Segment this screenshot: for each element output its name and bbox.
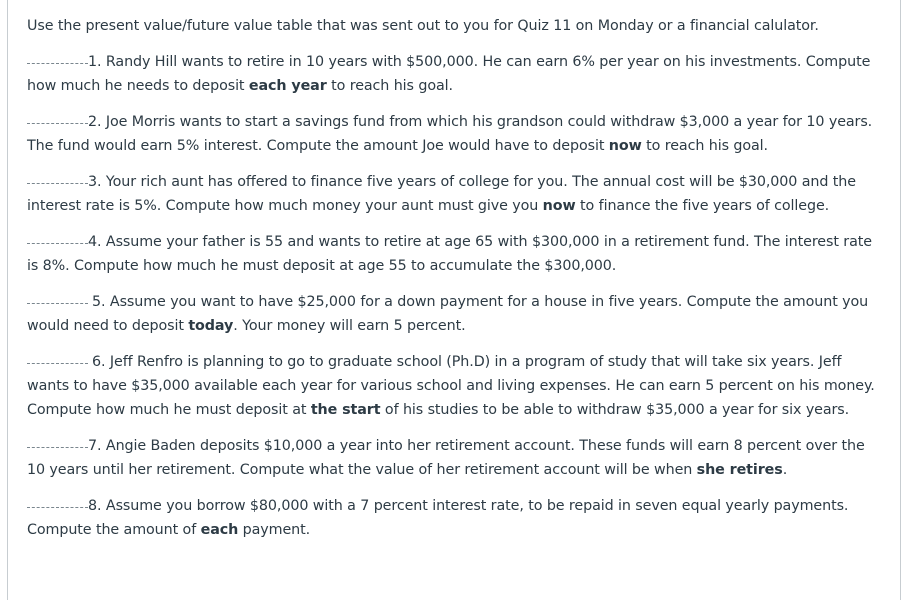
question-1: 1. Randy Hill wants to retire in 10 years with $500,000. He can earn 6% per year on his investments. Compute how much he needs to deposit each year to reach his goal. <box>27 50 887 98</box>
answer-blank[interactable] <box>27 434 88 448</box>
quiz-content <box>27 14 887 554</box>
question-7: 7. Angie Baden deposits $10,000 a year into her retirement account. These funds will earn 8 percent over the 10 years until her retirement. Compute what the value of her retirement account will be when she retires. <box>27 434 887 482</box>
question-3: 3. Your rich aunt has offered to finance five years of college for you. The annual cost will be $30,000 and the interest rate is 5%. Compute how much money your aunt must give you now to finance the five years of college. <box>27 170 887 218</box>
answer-blank[interactable] <box>27 494 88 508</box>
answer-blank[interactable] <box>27 230 88 244</box>
answer-blank[interactable] <box>27 170 88 184</box>
question-5: 5. Assume you want to have $25,000 for a down payment for a house in five years. Compute the amount you would need to deposit today. Your money will earn 5 percent. <box>27 290 887 338</box>
answer-blank[interactable] <box>27 350 88 364</box>
question-6: 6. Jeff Renfro is planning to go to graduate school (Ph.D) in a program of study that will take six years. Jeff wants to have $35,000 available each year for various school and living expenses. He can earn 5 percent on his money. Compute how much he must deposit at the start of his studies to be able to withdraw $35,000 a year for six years. <box>27 350 887 422</box>
question-8: 8. Assume you borrow $80,000 with a 7 percent interest rate, to be repaid in seven equal yearly payments. Compute the amount of each payment. <box>27 494 887 542</box>
instructions: Use the present value/future value table that was sent out to you for Quiz 11 on Monday or a financial calulator. <box>27 18 819 34</box>
question-4: 4. Assume your father is 55 and wants to retire at age 65 with $300,000 in a retirement fund. The interest rate is 8%. Compute how much he must deposit at age 55 to accumulate the $300,000. <box>27 230 887 278</box>
answer-blank[interactable] <box>27 50 88 64</box>
answer-blank[interactable] <box>27 110 88 124</box>
question-2: 2. Joe Morris wants to start a savings fund from which his grandson could withdraw $3,000 a year for 10 years. The fund would earn 5% interest. Compute the amount Joe would have to deposit now to reach his goal. <box>27 110 887 158</box>
answer-blank[interactable] <box>27 290 88 304</box>
